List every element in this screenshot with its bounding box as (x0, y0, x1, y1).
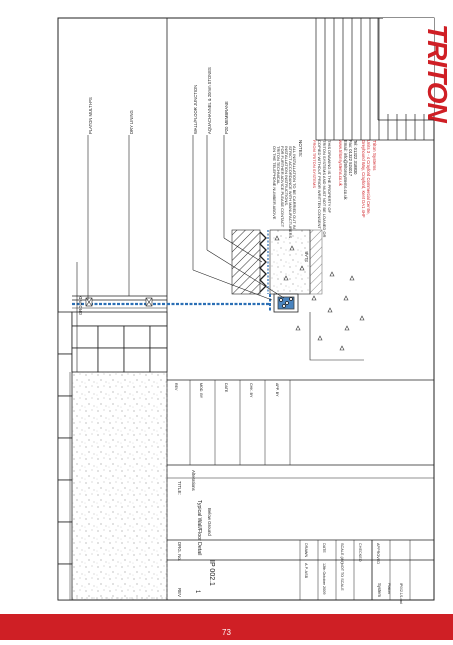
note-2: STRICT ACCORDANCE WITH MANUFACTURERS (288, 146, 293, 239)
rev-header-mod-by: MOD. BY (199, 383, 203, 399)
system-value: Platon (387, 583, 391, 594)
notes-title: NOTES: (298, 140, 303, 158)
system-label: System (377, 583, 382, 597)
annotation-wall-floor-junction: WALL/FLOOR JUNCTION (193, 84, 198, 134)
meta-value-0: A.P. ASB (304, 563, 308, 579)
meta-label-3: CHECKED (358, 543, 362, 562)
property-notice-1: THIS DRAWING IS THE PROPERTY OF (327, 140, 332, 213)
page-number: 73 (222, 628, 231, 637)
annotation-slab: SLAB (304, 251, 309, 262)
address-line-1: Units 3 - 4 Crayford Commercial Centre, (366, 140, 371, 215)
tel: Tel: 01322 318830 (353, 140, 358, 175)
drg-label: DRG. No. (177, 542, 182, 562)
title-label: TITLE: (177, 481, 182, 495)
email: Email: info@tritonsystems.co.uk (343, 140, 348, 200)
rev-value: 1 (194, 590, 200, 594)
annotation-platon: PLATON MULTI-PS (88, 97, 93, 134)
note-1: ALL INSTALLATION TO BE CARRIED OUT IN (292, 146, 297, 229)
ground-label: GROUND (78, 296, 83, 315)
note-5: TRITON TECHNICAL (276, 146, 281, 185)
rev-header-app-by: APP. BY (275, 383, 279, 397)
note-3: INSTALLATION INSTRUCTIONS. (284, 146, 289, 207)
property-notice-3: COPIED WITHOUT PRIOR WRITTEN CONSENT (317, 140, 322, 229)
annotation-dry-lining: DRY LINING (129, 110, 134, 134)
meta-label-0: DRAWN (304, 543, 308, 558)
note-4: FOR FURTHER ADVICE PLEASE CONTACT (280, 146, 285, 228)
meta-label-2: SCALE (A4) (340, 543, 344, 564)
drawing-subtitle: Below Ground (207, 508, 212, 536)
property-notice-2: TRITON SYSTEMS AND MUST NOT BE LOANED OR (322, 140, 327, 238)
fax: Fax: 01322 524017 (348, 140, 353, 177)
meta-value-2: NOT TO SCALE (340, 563, 344, 591)
meta-label-4: APPROVED (376, 543, 380, 565)
address-line-2: Greyhound Way, Crayford, Kent DA1 4HF (361, 140, 366, 218)
property-owner: FROM TRITON SYSTEMS (312, 140, 317, 188)
meta-value-1: 12th October 2009 (322, 563, 326, 595)
annotation-aquachannel: AQUACHANNEL & 20mm STONES (207, 67, 212, 134)
svg-text:TRITON: TRITON (422, 24, 453, 122)
drawing-number: IP 002.1 (208, 560, 215, 586)
company-name: Triton Systems (372, 140, 377, 171)
rev-header-chk-by: CHK. BY (249, 383, 253, 398)
rev-header-rev: REV (174, 383, 178, 391)
drawing-title: Typical Wall/Floor Detail (196, 500, 202, 556)
alterations-label: Alterations (191, 470, 196, 491)
file-ref: IP002.1/1.cad (399, 583, 403, 604)
rev-label: REV (177, 588, 182, 598)
meta-label-1: DATE (322, 543, 326, 553)
website: www.tritonsystems.co.uk (338, 140, 343, 186)
annotation-p20-membrane: P20 MEMBRANE (224, 101, 229, 134)
rev-header-date: DATE (224, 383, 228, 393)
note-6: ON THE TELEPHONE NUMBER ABOVE (272, 146, 277, 220)
